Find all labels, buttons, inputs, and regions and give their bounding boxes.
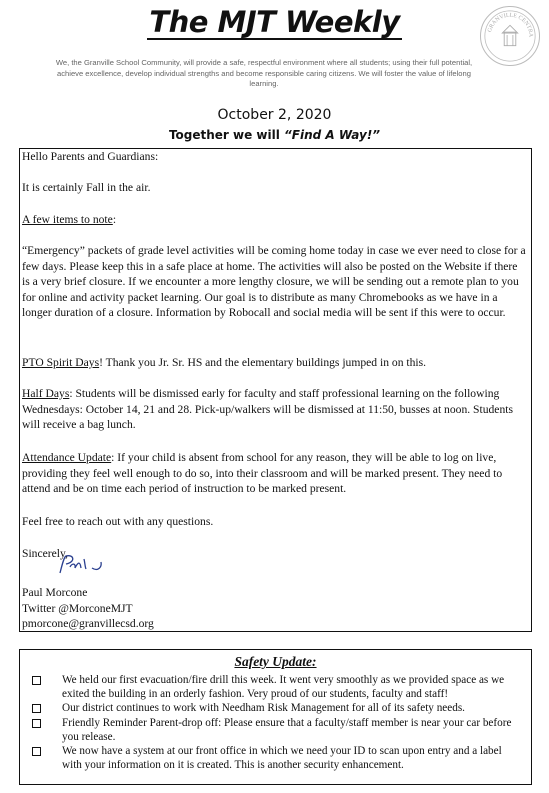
issue-date: October 2, 2020 [217,107,332,123]
safety-item-text: We now have a system at our front office in which we need your ID to scan upon entry and a label with your information on it is created. This is another security enhancement. [62,745,502,771]
letter-greeting: Hello Parents and Guardians: [22,150,159,163]
pto-label: PTO Spirit Days [22,356,100,369]
attendance-label: Attendance Update [22,451,112,464]
closing-line: Feel free to reach out with any questions. [22,515,214,528]
half-days-paragraph: Half Days: Students will be dismissed early for faculty and staff professional learning on the following Wednesdays: October 14, 21 and 28. Pick-up/walkers will be dismissed at 11:50, busses at noon. Students will receive a bag lunch. [22,387,513,432]
half-days-label: Half Days [22,387,70,400]
signoff: Sincerely, [22,547,68,560]
items-heading-label: A few items to note [22,213,113,226]
safety-item-text: We held our first evacuation/fire drill this week. It went very smoothly as we provided space as we exited the building in an orderly fashion. Very proud of our students, faculty and staff! [62,674,505,700]
emergency-paragraph: “Emergency” packets of grade level activities will be coming home today in case we ever need to close for a few days. Please keep this in a safe place at home. The activities will also be posted on the Website if there is a very brief closure. If we encounter a more lengthy closure, we will be sending out a remote plan to you for online and activity packet learning. Our goal is to distribute as many Chromebooks as we have in a longer duration of a closure. Information by Robocall and social media will be sent if this were to occur. [22,244,526,320]
newsletter-title: The MJT Weekly [149,5,400,39]
items-heading: A few items to note: [22,213,117,226]
checkbox-bullet [32,704,41,713]
safety-item-text: Our district continues to work with Needham Risk Management for all of its safety needs. [62,702,465,714]
signer-twitter: Twitter @MorconeMJT [22,602,133,615]
mission-statement: We, the Granville School Community, will provide a safe, respectful environment where all students; using their full potential, achieve excellence, develop individual strengths and become responsible caring citizens. We will foster the value of lifelong learning. [55,58,473,89]
safety-item-text: Friendly Reminder Parent-drop off: Please ensure that a faculty/staff member is near your car before you release. [62,717,512,743]
pto-paragraph: PTO Spirit Days! Thank you Jr. Sr. HS and the elementary buildings jumped in on this. [22,356,427,369]
letter-intro: It is certainly Fall in the air. [22,181,151,194]
checkbox-bullet [32,676,41,685]
motto-emphasis: “Find A Way!” [284,128,381,142]
principal-letter [19,148,532,632]
checkbox-bullet [32,747,41,756]
safety-update-box [19,649,532,785]
seal-text: GRANVILLE CENTRA [487,12,534,38]
signer-name: Paul Morcone [22,586,88,599]
attendance-paragraph: Attendance Update: If your child is absent from school for any reason, they will be able to log on live, providing they feel well enough to do so, into their classroom and will be marked present. They need to attend and be on time each period of instruction to be marked present. [22,451,503,496]
motto [0,128,549,142]
handwritten-signature [54,553,104,577]
school-seal-logo [480,6,540,66]
checkbox-bullet [32,719,41,728]
signer-email: pmorcone@granvillecsd.org [22,617,154,630]
safety-title: Safety Update: [234,654,317,669]
motto-prefix: Together we will [168,128,285,142]
masthead [0,6,549,40]
